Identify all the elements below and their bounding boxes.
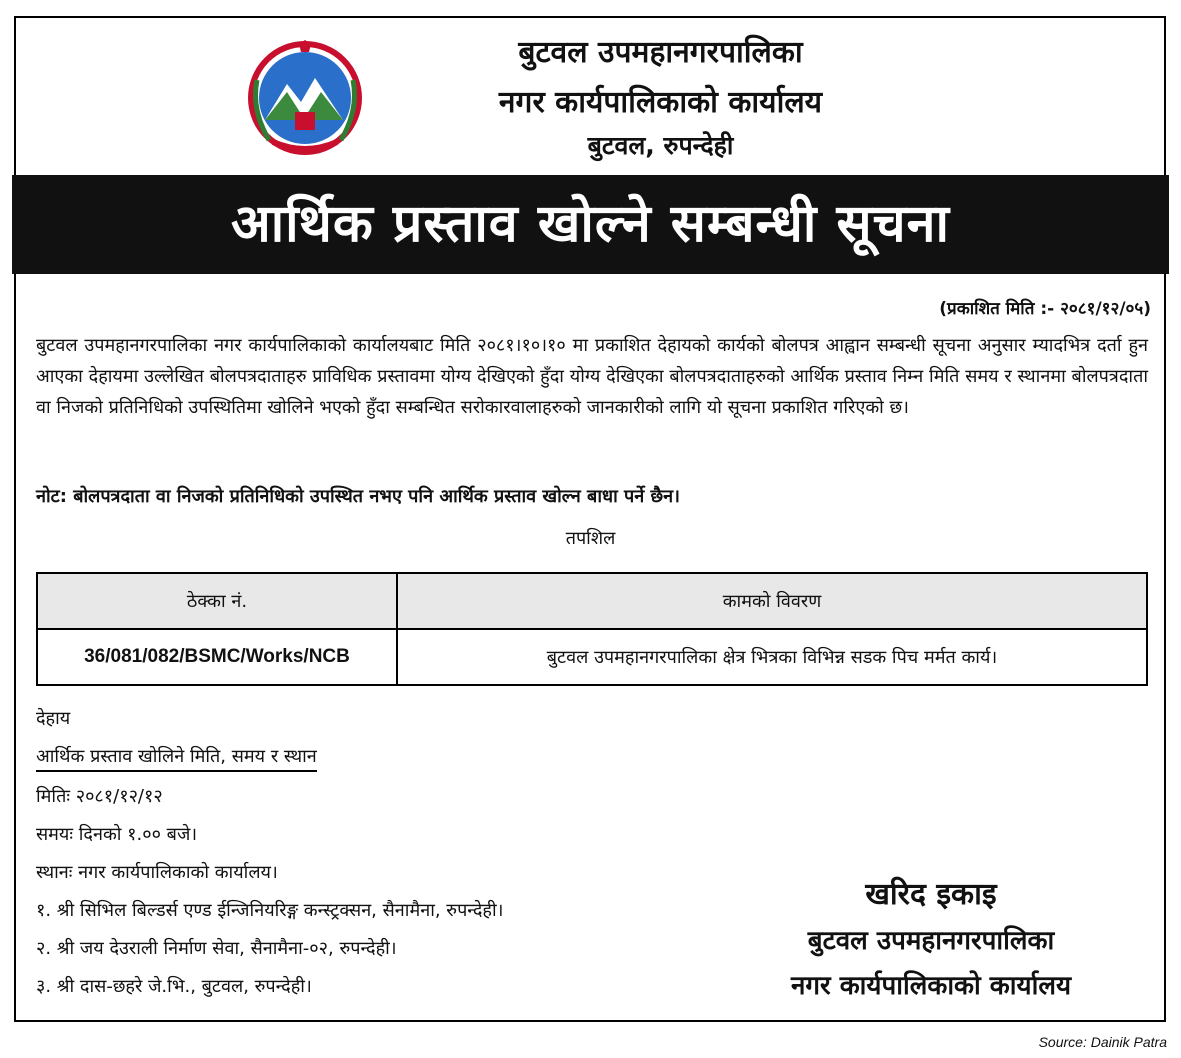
source-credit: Source: Dainik Patra bbox=[1038, 1034, 1167, 1050]
contract-number-cell: 36/081/082/BSMC/Works/NCB bbox=[37, 629, 397, 685]
signature-office-name: बुटवल उपमहानगरपालिका bbox=[807, 926, 1055, 956]
signature-office-subtitle: नगर कार्यपालिकाको कार्यालय bbox=[790, 971, 1072, 1001]
opening-time: समयः दिनको १.०० बजे। bbox=[36, 824, 198, 845]
table-header-row bbox=[37, 573, 1147, 629]
opening-date: मितिः २०८१/१२/१२ bbox=[36, 786, 163, 807]
header-office-subtitle: नगर कार्यपालिकाको कार्यालय bbox=[498, 85, 823, 120]
header-location: बुटवल, रुपन्देही bbox=[587, 131, 734, 160]
schedule-heading: तपशिल bbox=[565, 528, 616, 549]
bidder-item: ३. श्री दास-छहरे जे.भि., बुटवल, रुपन्देही। bbox=[36, 976, 312, 997]
opening-place: स्थानः नगर कार्यपालिकाको कार्यालय। bbox=[36, 862, 278, 883]
notice-note: नोट: बोलपत्रदाता वा निजको प्रतिनिधिको उपस्थित नभए पनि आर्थिक प्रस्ताव खोल्न बाधा पर्ने छैन। bbox=[36, 486, 680, 507]
details-subheading: आर्थिक प्रस्ताव खोलिने मिति, समय र स्थान bbox=[36, 744, 317, 772]
published-date: (प्रकाशित मिति :- २०८१/१२/०५) bbox=[939, 299, 1151, 319]
header-office-name: बुटवल उपमहानगरपालिका bbox=[518, 35, 803, 70]
bidder-item: २. श्री जय देउराली निर्माण सेवा, सैनामैना-०२, रुपन्देही। bbox=[36, 938, 397, 959]
bidder-item: १. श्री सिभिल बिल्डर्स एण्ड ईन्जिनियरिङ्ग कन्स्ट्रक्सन, सैनामैना, रुपन्देही। bbox=[36, 900, 504, 921]
table-header-contract-no: ठेक्का नं. bbox=[37, 573, 397, 629]
details-label: देहाय bbox=[36, 708, 71, 729]
notice-title-banner: आर्थिक प्रस्ताव खोल्ने सम्बन्धी सूचना bbox=[12, 175, 1169, 274]
notice-body-paragraph: बुटवल उपमहानगरपालिका नगर कार्यपालिकाको कार्यालयबाट मिति २०८१।१०।१० मा प्रकाशित देहायको कार्यको बोलपत्र आह्वान सम्बन्धी सूचना अनुसार म्यादभित्र दर्ता हुन आएका देहायमा उल्लेखित बोलपत्रदाताहरु प्राविधिक प्रस्तावमा योग्य देखिएको हुँदा योग्य देखिएका बोलपत्रदाताहरुको आर्थिक प्रस्ताव निम्न मिति समय र स्थानमा बोलपत्रदाता वा निजको प्रतिनिधिको उपस्थितिमा खोलिने भएको हुँदा सम्बन्धित सरोकारवालाहरुको जानकारीको लागि यो सूचना प्रकाशित गरिएको छ। bbox=[36, 335, 1148, 418]
signature-unit: खरिद इकाइ bbox=[865, 877, 997, 912]
table-header-work-description: कामको विवरण bbox=[397, 573, 1147, 629]
contract-table bbox=[36, 572, 1148, 686]
work-description-cell: बुटवल उपमहानगरपालिका क्षेत्र भित्रका विभिन्न सडक पिच मर्मत कार्य। bbox=[397, 629, 1147, 685]
table-row bbox=[37, 629, 1147, 685]
